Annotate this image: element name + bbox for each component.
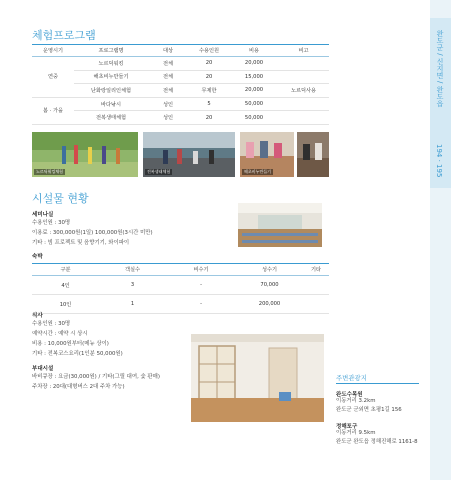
program-section-title: 체험프로그램 (32, 29, 96, 42)
program-table (32, 44, 329, 125)
table-cell: 전체 (148, 57, 188, 71)
extra-facilities-label: 부대시설 (32, 366, 54, 372)
dining-label: 식사 (32, 313, 43, 319)
table-row (32, 97, 329, 111)
table-cell: 노르딕사용 (278, 84, 329, 98)
seminar-label: 세미나실 (32, 212, 54, 218)
photo-nordic-walking (32, 132, 138, 177)
photo-caption: 해초비누만들기 (244, 169, 272, 174)
table-cell: - (166, 276, 236, 295)
table-cell: 20 (188, 111, 230, 125)
dining-line: 예약시간 : 예약 시 상시 (32, 331, 88, 337)
table-cell: 15,000 (230, 70, 278, 84)
table-header: 기타 (303, 264, 329, 276)
dining-line: 수용인원 : 30명 (32, 321, 71, 327)
table-cell: 20,000 (230, 84, 278, 98)
nearby-place-name: 완도수목원 (336, 392, 363, 398)
table-cell: 성인 (148, 111, 188, 125)
extra-line: 바비큐장 : 요금(30,000원) / 기타(그릴 대여, 숯 판매) (32, 374, 160, 380)
lodging-table (32, 263, 329, 314)
nearby-place-info (336, 397, 402, 415)
table-cell (303, 276, 329, 295)
extra-line: 주차장 : 20대(대형버스 2대 주차 가능) (32, 384, 125, 390)
table-row (32, 70, 329, 84)
page-sidebar (430, 0, 451, 480)
table-cell: 전체 (148, 84, 188, 98)
table-cell: 난화랑일리인체험 (74, 84, 148, 98)
table-row (32, 84, 329, 98)
table-cell (278, 57, 329, 71)
table-header: 수용인원 (188, 45, 230, 57)
table-cell: 3 (99, 276, 166, 295)
table-cell: 전체 (148, 70, 188, 84)
table-row (32, 57, 329, 71)
table-cell: 20,000 (230, 57, 278, 71)
table-cell: 20 (188, 70, 230, 84)
table-header: 대상 (148, 45, 188, 57)
dining-line: 기타 : 전복코스요리(1인분 50,000원) (32, 351, 123, 357)
table-cell: 봄 · 가을 (32, 97, 74, 124)
nearby-place-info (336, 429, 418, 447)
table-cell: 전복생태체험 (74, 111, 148, 125)
table-cell: 해초비누만들기 (74, 70, 148, 84)
table-cell: 노르딕워킹 (74, 57, 148, 71)
table-cell: 무제한 (188, 84, 230, 98)
nearby-divider (336, 383, 419, 384)
table-row (32, 276, 329, 295)
photo-room-interior (191, 334, 324, 422)
dining-info (32, 319, 123, 359)
table-cell: 1 (99, 295, 166, 314)
table-cell: 20 (188, 57, 230, 71)
facilities-section-title: 시설물 현황 (32, 192, 89, 205)
nearby-title: 주변관광지 (336, 374, 367, 382)
table-header: 비고 (278, 45, 329, 57)
photo-caption: 노르딕워킹체험 (36, 169, 64, 174)
table-cell (278, 70, 329, 84)
lodging-label: 숙박 (32, 254, 43, 260)
photo-abalone-experience (143, 132, 235, 177)
page-numbers: 194 · 195 (435, 144, 443, 178)
nearby-distance: 이동거리 3.2km (336, 398, 376, 404)
table-cell (278, 97, 329, 111)
extra-facilities-info (32, 372, 160, 392)
table-cell: 70,000 (236, 276, 303, 295)
table-header: 프로그램명 (74, 45, 148, 57)
chapter-tab (430, 18, 451, 188)
table-cell: 50,000 (230, 97, 278, 111)
table-cell (303, 295, 329, 314)
table-cell: 200,000 (236, 295, 303, 314)
table-cell: 연중 (32, 57, 74, 98)
table-header: 객실수 (99, 264, 166, 276)
seminar-line: 수용인원 : 30명 (32, 220, 71, 226)
photo-caption: 전복생태체험 (147, 169, 171, 174)
nearby-place-name: 정해포구 (336, 424, 358, 430)
seminar-line: 기타 : 빔 프로젝트 및 음향기기, 와이파이 (32, 240, 130, 246)
table-cell: 10인 (32, 295, 99, 314)
table-cell: 5 (188, 97, 230, 111)
photo-seaweed-soap (240, 132, 294, 177)
table-cell: 4인 (32, 276, 99, 295)
table-header: 운영시기 (32, 45, 74, 57)
nearby-address: 완도군 완도읍 정해진해로 1161-8 (336, 439, 418, 445)
table-header: 비용 (230, 45, 278, 57)
table-row (32, 295, 329, 314)
table-row (32, 111, 329, 125)
seminar-line: 이용료 : 300,000원(1일) 100,000원(3시간 미만) (32, 230, 153, 236)
chapter-tab-label: 완도군 / 신지면 / 완도읍 (436, 30, 444, 107)
nearby-address: 완도군 군외면 초평1길 156 (336, 407, 402, 413)
table-cell: 성인 (148, 97, 188, 111)
photo-seminar-room (238, 203, 322, 247)
table-cell: 50,000 (230, 111, 278, 125)
table-cell: 바다낚시 (74, 97, 148, 111)
nearby-distance: 이동거리 9.5km (336, 430, 376, 436)
dining-line: 비용 : 10,000원부터(메뉴 상이) (32, 341, 109, 347)
table-header: 비수기 (166, 264, 236, 276)
table-cell (278, 111, 329, 125)
table-header: 성수기 (236, 264, 303, 276)
photo-group (297, 132, 329, 177)
table-cell: - (166, 295, 236, 314)
seminar-info (32, 218, 153, 248)
table-header: 구분 (32, 264, 99, 276)
